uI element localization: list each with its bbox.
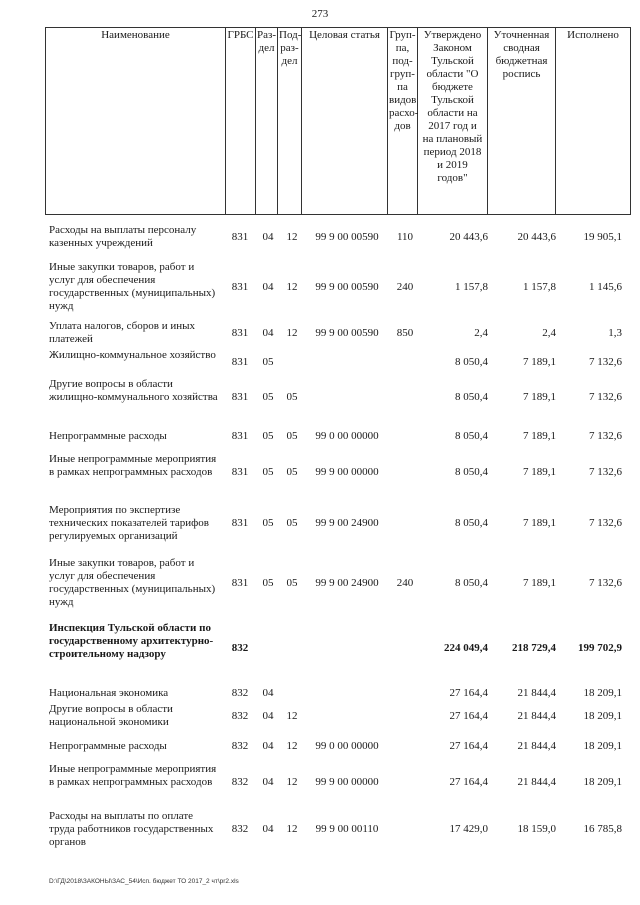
header-approved-text: Утверждено Законом Тульской области "О бюджете Тульской области на 2017 год и на плановый период 2018 и 2019 годов" (422, 29, 483, 184)
file-path-footer: D:\ГД\2018\ЗАКОНЫ\ЗАС_54\Исп. бюджет ТО 2017_2 чт\pr2.xls (49, 878, 239, 885)
header-name: Наименование (46, 28, 226, 215)
cell-razd: 04 (262, 280, 274, 293)
cell-approved: 27 164,4 (449, 740, 488, 752)
cell-podr: 12 (286, 740, 298, 752)
cell-grbs: 831 (231, 517, 249, 529)
cell-revised: 2,4 (542, 326, 556, 339)
cell-done: 7 132,6 (589, 466, 622, 478)
cell-done: 7 132,6 (589, 576, 622, 589)
header-gruppa (388, 28, 418, 215)
cell-revised: 1 157,8 (523, 280, 556, 293)
cell-approved: 8 050,4 (455, 576, 488, 589)
cell-cs: 99 9 00 00590 (315, 230, 379, 243)
cell-name: Национальная экономика (49, 687, 169, 699)
cell-done: 199 702,9 (578, 641, 622, 654)
cell-razd: 04 (262, 709, 274, 722)
cell-gr: 240 (396, 576, 414, 589)
cell-name: Расходы на выплаты персоналу казенных учреждений (49, 224, 197, 249)
cell-approved: 27 164,4 (449, 709, 488, 722)
cell-razd: 05 (262, 466, 274, 478)
cell-razd: 04 (262, 776, 274, 788)
cell-name: Уплата налогов, сборов и иных платежей (49, 320, 196, 345)
cell-revised: 21 844,4 (517, 709, 556, 722)
cell-gr: 240 (396, 280, 414, 293)
cell-done: 18 209,1 (583, 776, 622, 788)
cell-approved: 2,4 (474, 326, 488, 339)
cell-podr: 12 (286, 326, 298, 339)
cell-revised: 7 189,1 (523, 355, 556, 368)
cell-revised: 7 189,1 (523, 430, 556, 442)
cell-done: 7 132,6 (589, 430, 622, 442)
cell-revised: 7 189,1 (523, 466, 556, 478)
cell-cs: 99 9 00 00000 (315, 776, 379, 788)
header-razdel (256, 28, 278, 215)
cell-name: Иные закупки товаров, работ и услуг для обеспечения государственных (муниципальных) нужд (49, 261, 216, 312)
cell-grbs: 832 (231, 641, 249, 654)
cell-razd: 05 (262, 355, 274, 368)
cell-grbs: 832 (231, 823, 249, 835)
cell-name: Инспекция Тульской области по государственному архитектурно-строительному надзору (49, 622, 214, 660)
cell-done: 18 209,1 (583, 740, 622, 752)
header-gruppa-text: Груп- па, под- груп- па видов расхо- дов (389, 29, 419, 132)
cell-razd: 05 (262, 517, 274, 529)
cell-razd: 04 (262, 230, 274, 243)
cell-podr: 12 (286, 280, 298, 293)
cell-name: Непрограммные расходы (49, 740, 167, 752)
cell-razd: 05 (262, 430, 274, 442)
cell-grbs: 831 (231, 466, 249, 478)
cell-cs: 99 0 00 00000 (315, 430, 379, 442)
cell-approved: 1 157,8 (455, 280, 488, 293)
cell-grbs: 831 (231, 391, 249, 403)
cell-revised: 7 189,1 (523, 576, 556, 589)
cell-revised: 218 729,4 (512, 641, 556, 654)
cell-gr: 850 (396, 326, 414, 339)
cell-done: 7 132,6 (589, 355, 622, 368)
cell-grbs: 831 (231, 430, 249, 442)
cell-grbs: 832 (231, 776, 249, 788)
cell-approved: 27 164,4 (449, 687, 488, 699)
cell-name: Иные непрограммные мероприятия в рамках непрограммных расходов (49, 763, 217, 788)
cell-cs: 99 9 00 24900 (315, 576, 379, 589)
cell-done: 18 209,1 (583, 687, 622, 699)
cell-done: 18 209,1 (583, 709, 622, 722)
cell-cs: 99 9 00 00000 (315, 466, 379, 478)
cell-done: 19 905,1 (583, 230, 622, 243)
cell-podr: 05 (286, 430, 298, 442)
cell-podr: 05 (286, 576, 298, 589)
cell-cs: 99 9 00 24900 (315, 517, 379, 529)
cell-razd: 04 (262, 823, 274, 835)
cell-approved: 8 050,4 (455, 391, 488, 403)
cell-name: Непрограммные расходы (49, 430, 167, 442)
header-approved (418, 28, 488, 215)
cell-name: Жилищно-коммунальное хозяйство (49, 349, 216, 361)
cell-revised: 20 443,6 (517, 230, 556, 243)
cell-approved: 27 164,4 (449, 776, 488, 788)
cell-podr: 12 (286, 823, 298, 835)
cell-grbs: 831 (231, 230, 249, 243)
cell-done: 7 132,6 (589, 517, 622, 529)
table-header (45, 27, 631, 215)
cell-razd: 04 (262, 326, 274, 339)
cell-grbs: 831 (231, 280, 249, 293)
cell-name: Другие вопросы в области национальной экономики (49, 703, 173, 728)
cell-name: Расходы на выплаты по оплате труда работников государственных органов (49, 810, 214, 848)
cell-grbs: 832 (231, 709, 249, 722)
cell-revised: 21 844,4 (517, 776, 556, 788)
cell-podr: 05 (286, 391, 298, 403)
cell-done: 1 145,6 (589, 280, 622, 293)
cell-approved: 8 050,4 (455, 355, 488, 368)
cell-done: 1,3 (608, 326, 622, 339)
cell-revised: 21 844,4 (517, 687, 556, 699)
page-number: 273 (311, 8, 329, 20)
cell-revised: 21 844,4 (517, 740, 556, 752)
cell-cs: 99 9 00 00590 (315, 280, 379, 293)
cell-revised: 7 189,1 (523, 517, 556, 529)
header-razdel-text: Раз- дел (257, 29, 277, 54)
header-celevaya: Целовая статья (302, 28, 388, 215)
header-done: Исполнено (556, 28, 631, 215)
cell-podr: 05 (286, 466, 298, 478)
cell-podr: 12 (286, 230, 298, 243)
cell-name: Иные закупки товаров, работ и услуг для обеспечения государственных (муниципальных) нужд (49, 557, 216, 608)
header-revised (488, 28, 556, 215)
cell-revised: 18 159,0 (517, 823, 556, 835)
header-grbs: ГРБС (226, 28, 256, 215)
cell-name: Другие вопросы в области жилищно-коммунального хозяйства (49, 378, 218, 403)
cell-cs: 99 9 00 00590 (315, 326, 379, 339)
cell-grbs: 831 (231, 576, 249, 589)
cell-approved: 8 050,4 (455, 466, 488, 478)
cell-approved: 8 050,4 (455, 430, 488, 442)
header-podrazdel (278, 28, 302, 215)
cell-podr: 05 (286, 517, 298, 529)
cell-approved: 20 443,6 (449, 230, 488, 243)
cell-razd: 04 (262, 740, 274, 752)
cell-grbs: 831 (231, 326, 249, 339)
cell-approved: 8 050,4 (455, 517, 488, 529)
cell-razd: 04 (262, 687, 274, 699)
cell-razd: 05 (262, 391, 274, 403)
cell-revised: 7 189,1 (523, 391, 556, 403)
header-podrazdel-text: Под- раз- дел (279, 29, 302, 67)
cell-gr: 110 (396, 230, 414, 243)
cell-done: 16 785,8 (583, 823, 622, 835)
cell-grbs: 832 (231, 740, 249, 752)
cell-name: Мероприятия по экспертизе технических показателей тарифов регулируемых организаций (49, 504, 209, 542)
cell-approved: 17 429,0 (449, 823, 488, 835)
cell-grbs: 832 (231, 687, 249, 699)
cell-approved: 224 049,4 (444, 641, 488, 654)
cell-done: 7 132,6 (589, 391, 622, 403)
cell-cs: 99 9 00 00110 (315, 823, 379, 835)
cell-grbs: 831 (231, 355, 249, 368)
cell-podr: 12 (286, 776, 298, 788)
cell-cs: 99 0 00 00000 (315, 740, 379, 752)
cell-podr: 12 (286, 709, 298, 722)
cell-razd: 05 (262, 576, 274, 589)
header-revised-text: Уточненная сводная бюджетная роспись (493, 29, 550, 80)
cell-name: Иные непрограммные мероприятия в рамках непрограммных расходов (49, 453, 217, 478)
